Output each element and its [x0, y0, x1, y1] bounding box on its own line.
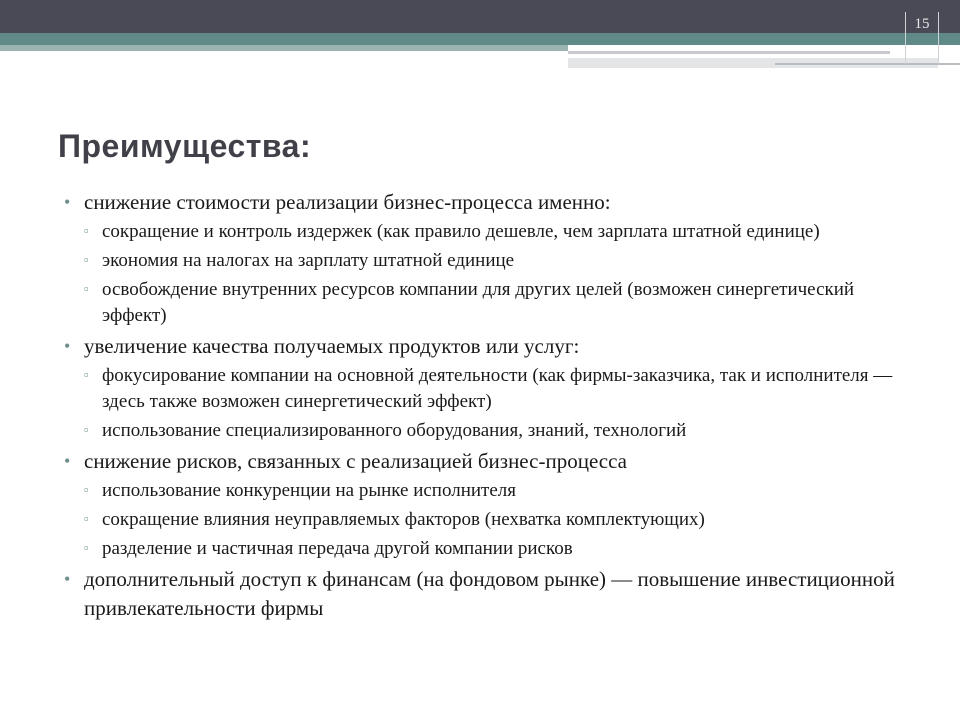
bullet-text: снижение стоимости реализации бизнес-процесса именно:: [84, 190, 611, 214]
sub-item: [64, 536, 914, 562]
bullet-item: [64, 188, 914, 217]
sub-list: [64, 363, 914, 444]
bullet-text: дополнительный доступ к финансам (на фондовом рынке) — повышение инвестиционной привлекательности фирмы: [84, 567, 895, 620]
subbullet-marker: ▫: [84, 252, 89, 267]
bullet-item: [64, 332, 914, 361]
sub-item: [64, 418, 914, 444]
sub-item-text: экономия на налогах на зарплату штатной единице: [102, 250, 515, 271]
sub-item: [64, 478, 914, 504]
teal-stripe: [0, 33, 960, 45]
sub-item-text: использование специализированного оборудования, знаний, технологий: [102, 420, 687, 441]
sub-item-text: освобождение внутренних ресурсов компании для других целей (возможен синергетический эффект): [102, 279, 855, 326]
sub-item-text: использование конкуренции на рынке исполнителя: [102, 480, 517, 501]
bullet-marker: •: [64, 451, 71, 471]
sub-item: [64, 363, 914, 415]
subbullet-marker: ▫: [84, 540, 89, 555]
sub-item: [64, 507, 914, 533]
top-band: [0, 0, 960, 33]
bullet-marker: •: [64, 336, 71, 356]
sub-item-text: сокращение и контроль издержек (как правило дешевле, чем зарплата штатной единице): [102, 221, 820, 242]
decorative-rule: [568, 51, 890, 54]
bullet-text: снижение рисков, связанных с реализацией бизнес-процесса: [84, 449, 628, 473]
bullet-text: увеличение качества получаемых продуктов или услуг:: [84, 334, 580, 358]
subbullet-marker: ▫: [84, 482, 89, 497]
subbullet-marker: ▫: [84, 511, 89, 526]
subbullet-marker: ▫: [84, 422, 89, 437]
sub-item-text: фокусирование компании на основной деятельности (как фирмы-заказчика, так и исполнителя — здесь также возможен синергетический эффект): [102, 365, 893, 412]
sub-item: [64, 219, 914, 245]
slide-number: 15: [914, 16, 930, 32]
sub-list: [64, 478, 914, 562]
sub-item-text: разделение и частичная передача другой компании рисков: [102, 538, 573, 559]
subbullet-marker: ▫: [84, 367, 89, 382]
sub-list: [64, 219, 914, 329]
subbullet-marker: ▫: [84, 281, 89, 296]
subbullet-marker: ▫: [84, 223, 89, 238]
bullet-marker: •: [64, 192, 71, 212]
slide-title: Преимущества:: [58, 128, 312, 164]
bullet-marker: •: [64, 569, 71, 589]
bullet-list: [64, 188, 914, 623]
sub-item: [64, 277, 914, 329]
teal-lower-stripe: [0, 45, 568, 51]
bullet-item: [64, 565, 914, 623]
sub-item-text: сокращение влияния неуправляемых факторов (нехватка комплектующих): [102, 509, 705, 530]
sub-item: [64, 248, 914, 274]
bullet-item: [64, 447, 914, 476]
